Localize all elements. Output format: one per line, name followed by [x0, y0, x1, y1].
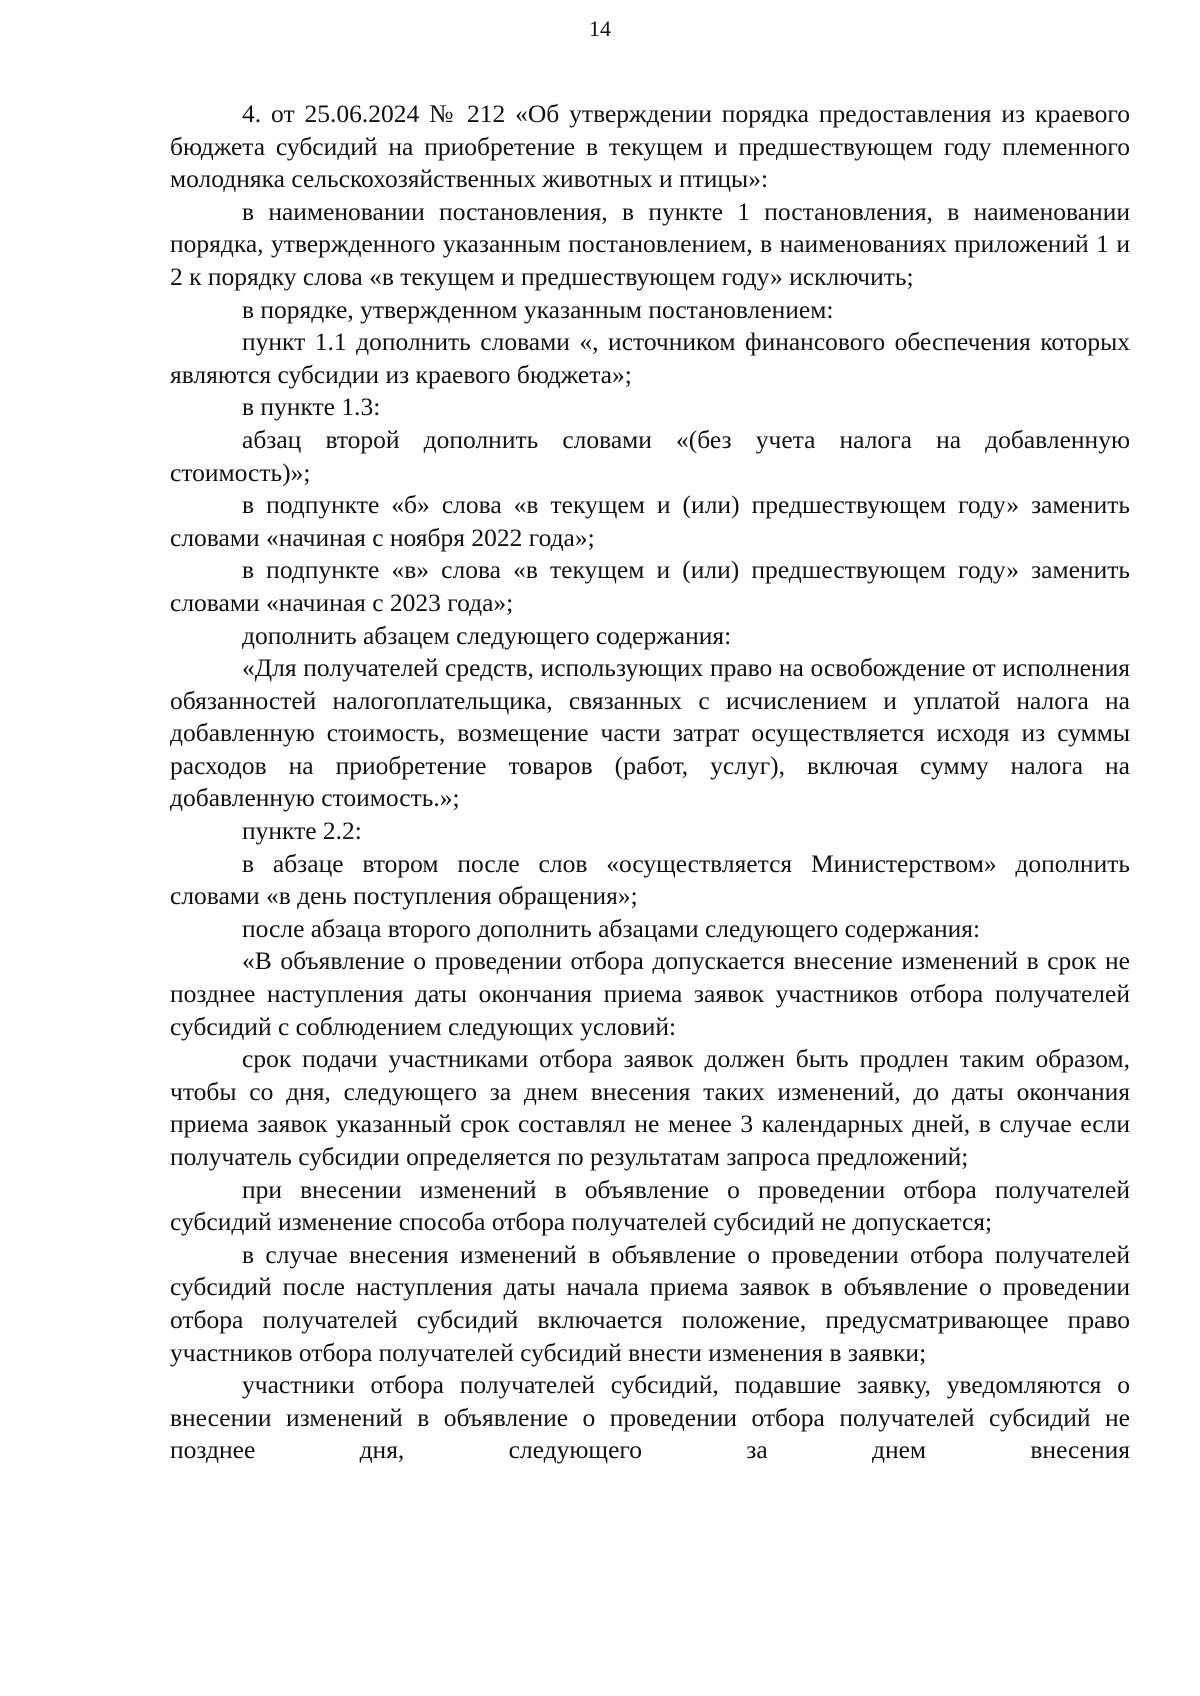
paragraph-subclause-v: в подпункте «в» слова «в текущем и (или) предшествующем году» заменить словами «начиная с 2023 года»;	[170, 555, 1130, 617]
paragraph-add-abstract: дополнить абзацем следующего содержания:	[242, 620, 732, 650]
paragraph-second-abstract-ministry: в абзаце втором после слов «осуществляется Министерством» дополнить словами «в день поступления обращения»;	[170, 848, 1130, 911]
paragraph-item-4-heading: 4. от 25.06.2024 № 212 «Об утверждении порядка предоставления из краевого бюджета субсидий на приобретение в текущем и предшествующем году племенного молодняка сельскохозяйственных животных и птицы»:	[170, 99, 1130, 194]
paragraph-selection-method: при внесении изменений в объявление о проведении отбора получателей субсидий изменение способа отбора получателей субсидий не допускается;	[170, 1174, 1130, 1237]
paragraph-vat-exemption: «Для получателей средств, использующих право на освобождение от исполнения обязанностей налогоплательщика, связанных с исчислением и уплатой налога на добавленную стоимость, возмещение части затрат осуществляется исходя из суммы расходов на приобретение товаров (работ, услуг), включая сумму налога на добавленную стоимость.»;	[170, 653, 1130, 813]
paragraph-clause-2-2: пункте 2.2:	[242, 816, 362, 846]
paragraph-participant-notice: участники отбора получателей субсидий, подавшие заявку, уведомляются о внесении изменений в объявление о проведении отбора получателей субсидий не позднее дня, следующего за днем внесения	[170, 1370, 1130, 1465]
paragraph-second-abstract: абзац второй дополнить словами «(без учета налога на добавленную стоимость)»;	[170, 424, 1130, 487]
paragraph-announcement-changes: «В объявление о проведении отбора допускается внесение изменений в срок не позднее наступления даты окончания приема заявок участников отбора получателей субсидий с соблюдением следующих условий:	[170, 946, 1130, 1041]
document-body	[170, 98, 1130, 1467]
paragraph-clause-1-1: пункт 1.1 дополнить словами «, источником финансового обеспечения которых являются субсидии из краевого бюджета»;	[170, 327, 1130, 389]
paragraph-exclude-words: в наименовании постановления, в пункте 1 постановления, в наименовании порядка, утвержденного указанным постановлением, в наименованиях приложений 1 и 2 к порядку слова «в текущем и предшествующем году» исключить;	[170, 196, 1130, 291]
paragraph-clause-1-3: в пункте 1.3:	[242, 392, 381, 422]
paragraph-application-changes: в случае внесения изменений в объявление о проведении отбора получателей субсидий после наступления даты начала приема заявок в объявление о проведении отбора получателей субсидий включается положение, предусматривающее право участников отбора получателей субсидий внести изменения в заявки;	[170, 1239, 1130, 1367]
paragraph-deadline-extension: срок подачи участниками отбора заявок должен быть продлен таким образом, чтобы со дня, следующего за днем внесения таких изменений, до даты окончания приема заявок указанный срок составлял не менее 3 календарных дней, в случае если получатель субсидии определяется по результатам запроса предложений;	[170, 1044, 1130, 1171]
paragraph-after-second-abstract: после абзаца второго дополнить абзацами следующего содержания:	[242, 913, 981, 943]
paragraph-in-order: в порядке, утвержденном указанным постановлением:	[242, 294, 834, 324]
page-number: 14	[589, 16, 611, 41]
paragraph-subclause-b: в подпункте «б» слова «в текущем и (или) предшествующем году» заменить словами «начиная с ноября 2022 года»;	[170, 490, 1130, 552]
